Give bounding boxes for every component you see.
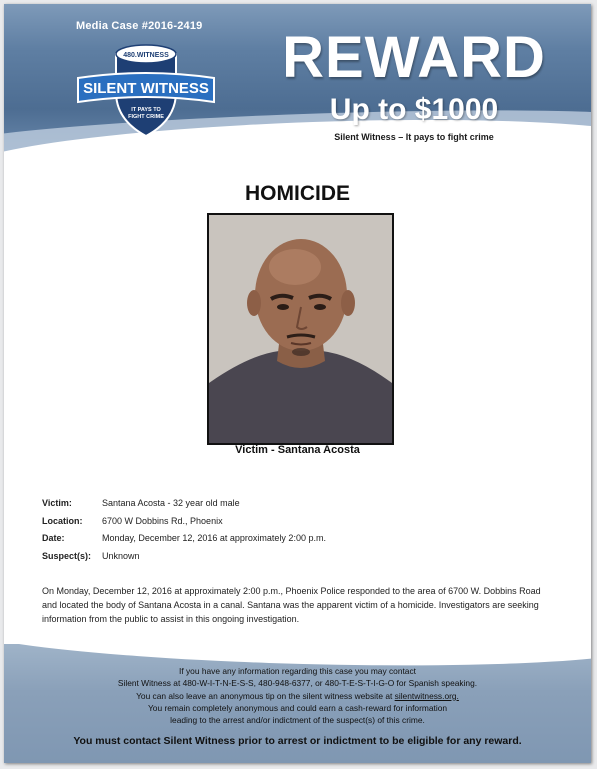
silent-witness-logo [76, 40, 216, 140]
photo-caption: Victim - Santana Acosta [235, 444, 360, 456]
detail-value: 6700 W Dobbins Rd., Phoenix [102, 515, 223, 526]
detail-label: Date: [42, 533, 65, 543]
footer-line [4, 690, 591, 702]
footer-line: You remain completely anonymous and could earn a cash-reward for information [147, 702, 448, 713]
detail-label: Suspect(s): [42, 550, 92, 561]
detail-row-location [42, 516, 562, 534]
victim-photo [207, 213, 394, 445]
reward-amount: Up to $1000 [329, 93, 499, 126]
footer-line: If you have any information regarding this case you may contact [179, 666, 416, 676]
detail-row-suspects [42, 551, 562, 569]
logo-motto-line2: FIGHT CRIME [128, 114, 164, 120]
detail-value: Unknown [102, 550, 140, 561]
logo-phone-text: 480.WITNESS [123, 52, 169, 59]
victim-portrait-image [209, 215, 392, 443]
footer-banner [4, 644, 591, 763]
detail-row-date [42, 533, 562, 551]
footer-info [4, 665, 591, 726]
footer-line: Silent Witness at 480-W-I-T-N-E-S-S, 480-948-6377, or 480-T-E-S-T-I-G-O for Spanish speaking. [117, 678, 478, 689]
reward-tagline: Silent Witness – It pays to fight crime [334, 132, 494, 142]
header-banner [4, 4, 591, 154]
footer-line-text: You can also leave an anonymous tip on the silent witness website at [136, 690, 395, 701]
website-link[interactable]: silentwitness.org. [394, 690, 459, 701]
footer-line: leading to the arrest and/or indictment of the suspect(s) of this crime. [170, 715, 425, 726]
case-details [42, 498, 562, 568]
detail-value: Monday, December 12, 2016 at approximately 2:00 p.m. [102, 533, 326, 543]
logo-motto-line1: IT PAYS TO [131, 107, 161, 113]
detail-label: Victim: [42, 498, 72, 508]
reward-title: REWARD [282, 25, 546, 90]
logo-name-text: SILENT WITNESS [83, 80, 209, 97]
eligibility-note: You must contact Silent Witness prior to arrest or indictment to be eligible for any reward. [73, 735, 522, 747]
flyer-sheet [4, 4, 591, 763]
detail-label: Location: [42, 515, 83, 526]
crime-title: HOMICIDE [245, 182, 350, 205]
detail-row-victim [42, 498, 562, 516]
case-narrative: On Monday, December 12, 2016 at approximately 2:00 p.m., Phoenix Police responded to the area of 6700 W. Dobbins Road and located the body of Santana Acosta in a canal. Santana was the apparent victim of a homicide. Investigators are seeking information from the public to assist in this ongoing investigation. [42, 586, 541, 624]
detail-value: Santana Acosta - 32 year old male [102, 498, 240, 508]
media-case-number: Media Case #2016-2419 [76, 20, 203, 32]
